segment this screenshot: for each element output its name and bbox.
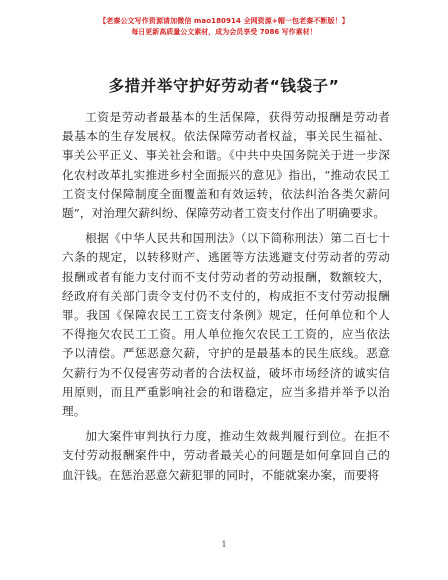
promo-banner-line-1: 【老秦公文写作资源请加微信 mao180914 全网资源+帽一包老秦不断版！】: [99, 17, 349, 25]
promo-banner: [0, 16, 448, 37]
paragraph-2: 根据《中华人民共和国刑法》（以下简称刑法）第二百七十六条的规定，以转移财产、逃匿等方法逃避支付劳动者的劳动报酬或者有能力支付而不支付劳动者的劳动报酬，数额较大，经政府有关部门责令支付仍不支付的，构成拒不支付劳动报酬罪。我国《保障农民工工资支付条例》规定，任何单位和个人不得拖欠农民工工资。用人单位拖欠农民工工资的，应当依法予以清偿。严惩恶意欠薪，守护的是最基本的民生底线。恶意欠薪行为不仅侵害劳动者的合法权益，破坏市场经济的诚实信用原则，而且严重影响社会的和谐稳定，应当多措并举予以治理。: [62, 231, 390, 419]
promo-banner-line-2: 每日更新高质量公文素材，成为会员享受 7086 写作素材！: [131, 28, 317, 36]
paragraph-1: 工资是劳动者最基本的生活保障，获得劳动报酬是劳动者最基本的生存发展权。依法保障劳动者权益，事关民生福祉、事关公平正义、事关社会和谐。《中共中央国务院关于进一步深化农村改革扎实推进乡村全面振兴的意见》指出，“推动农民工工资支付保障制度全面覆盖和有效运转，依法纠治各类欠薪问题”，对治理欠薪纠纷、保障劳动者工资支付作出了明确要求。: [62, 110, 390, 221]
document-body: [62, 108, 390, 491]
document-title: 多措并举守护好劳动者“钱袋子”: [108, 77, 340, 95]
page-number: 1: [221, 540, 227, 549]
paragraph-3: 加大案件审判执行力度，推动生效裁判履行到位。在拒不支付劳动报酬案件中，劳动者最关心的问题是如何拿回自己的血汗钱。在惩治恶意欠薪犯罪的同时，不能就案办案，而要将: [62, 429, 390, 482]
